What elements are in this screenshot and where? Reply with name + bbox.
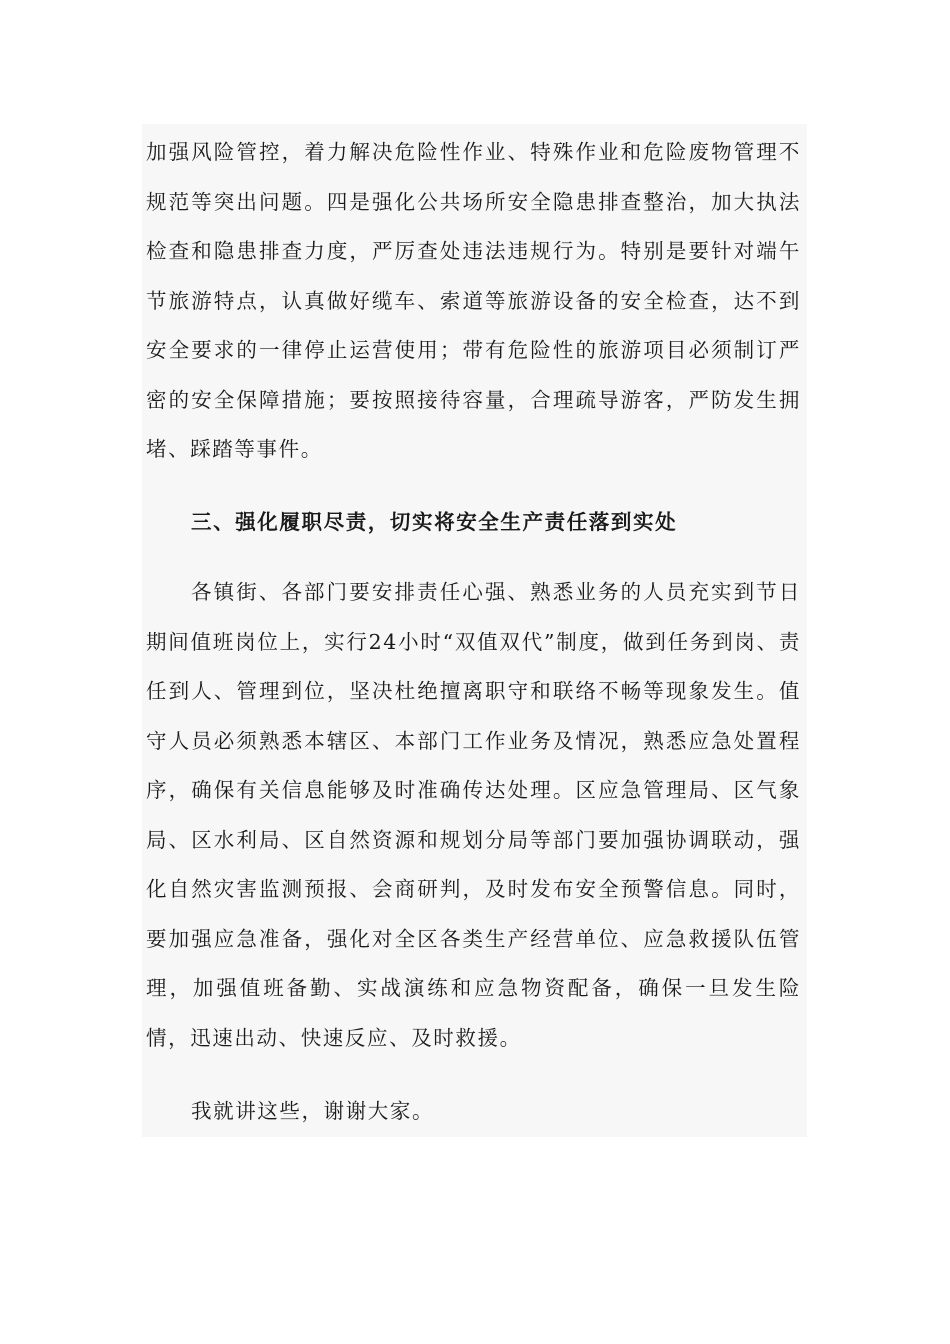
body-paragraph: 加强风险管控，着力解决危险性作业、特殊作业和危险废物管理不规范等突出问题。四是强化公共场所安全隐患排查整治，加大执法检查和隐患排查力度，严厉查处违法违规行为。特别是要针对端午节旅游特点，认真做好缆车、索道等旅游设备的安全检查，达不到安全要求的一律停止运营使用；带有危险性的旅游项目必须制订严密的安全保障措施；要按照接待容量，合理疏导游客，严防发生拥堵、踩踏等事件。 — [146, 140, 801, 461]
closing-paragraph: 我就讲这些，谢谢大家。 — [191, 1099, 435, 1123]
body-paragraph: 各镇街、各部门要安排责任心强、熟悉业务的人员充实到节日期间值班岗位上，实行24小时“双值双代”制度，做到任务到岗、责任到人、管理到位，坚决杜绝擅离职守和联络不畅等现象发生。值守人员必须熟悉本辖区、本部门工作业务及情况，熟悉应急处置程序，确保有关信息能够及时准确传达处理。区应急管理局、区气象局、区水利局、区自然资源和规划分局等部门要加强协调联动，强化自然灾害监测预报、会商研判，及时发布安全预警信息。同时，要加强应急准备，强化对全区各类生产经营单位、应急救援队伍管理，加强值班备勤、实战演练和应急物资配备，确保一旦发生险情，迅速出动、快速反应、及时救援。 — [146, 580, 801, 1050]
section-heading: 三、强化履职尽责，切实将安全生产责任落到实处 — [191, 510, 678, 534]
